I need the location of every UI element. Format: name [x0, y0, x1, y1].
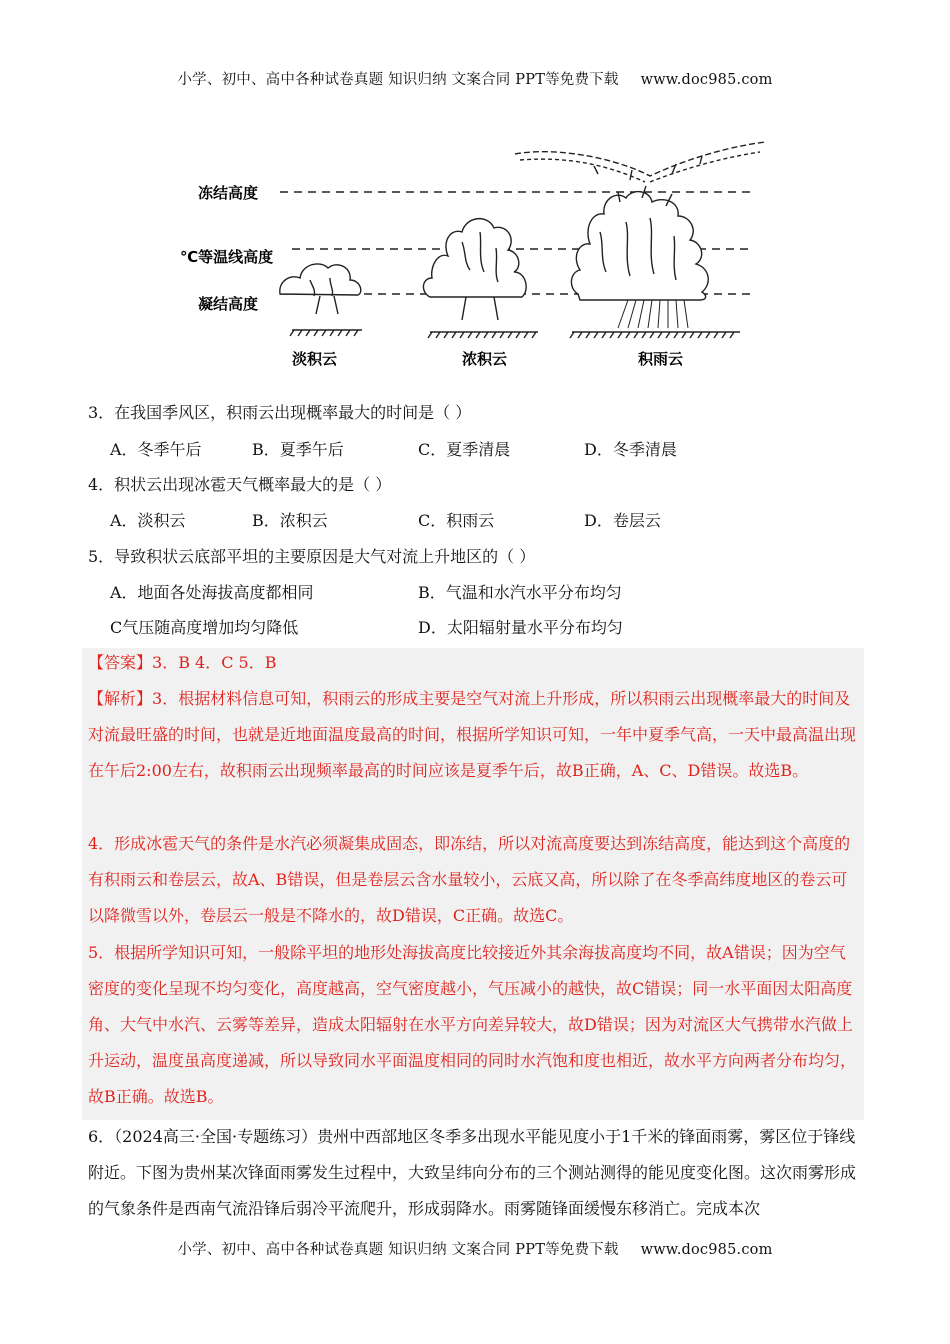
cumulonimbus — [515, 142, 765, 328]
ground-1 — [290, 330, 362, 336]
level-label-condensation: 凝结高度 — [198, 295, 259, 313]
cloud-label-cumulonimbus: 积雨云 — [638, 350, 684, 368]
q4-option-a: A．淡积云 — [110, 511, 186, 530]
cloud-diagram — [180, 132, 780, 382]
question-5-stem: 5．导致积状云底部平坦的主要原因是大气对流上升地区的（ ） — [88, 547, 536, 566]
page-footer — [0, 1238, 950, 1259]
q4-option-c: C．积雨云 — [418, 511, 495, 530]
answer-text: 3．B 4．C 5．B — [152, 653, 277, 672]
analysis-label: 【解析】 — [88, 689, 153, 708]
cumulus-congestus — [423, 219, 526, 320]
q5-option-c: C气压随高度增加均匀降低 — [110, 618, 299, 637]
ground-3 — [570, 332, 740, 338]
question-6-stem: 6．（2024高三·全国·专题练习）贵州中西部地区冬季多出现水平能见度小于1千米的锋面雨雾，雾区位于锋线附近。下图为贵州某次锋面雨雾发生过程中，大致呈纬向分布的三个测站测得的能见度变化图。这次雨雾形成的气象条件是西南气流沿锋后弱冷平流爬升，形成弱降水。雨雾随锋面缓慢东移消亡。完成本次 — [88, 1127, 857, 1218]
footer-text: 小学、初中、高中各种试卷真题 知识归纳 文案合同 PPT等免费下载 — [177, 1242, 619, 1258]
q5-option-a: A．地面各处海拔高度都相同 — [110, 583, 314, 602]
q4-option-b: B．浓积云 — [252, 511, 328, 530]
analysis-paragraph-4: 4．形成冰雹天气的条件是水汽必须凝集成固态，即冻结，所以对流高度要达到冻结高度，能达到这个高度的有积雨云和卷层云，故A、B错误，但是卷层云含水量较小，云底又高，所以除了在冬季高纬度地区的卷云可以降微雪以外，卷层云一般是不降水的，故D错误，C正确。故选C。 — [88, 834, 851, 925]
level-label-freeze: 冻结高度 — [198, 184, 259, 202]
cumulus-humilis — [280, 264, 361, 314]
analysis-paragraph-5: 5．根据所学知识可知，一般除平坦的地形处海拔高度比较接近外其余海拔高度均不同，故A错误；因为空气密度的变化呈现不均匀变化，高度越高，空气密度越小，气压减小的越快，故C错误；同一水平面因太阳高度角、大气中水汽、云雾等差异，造成太阳辐射在水平方向差异较大，故D错误；因为对流区大气携带水汽做上升运动，温度虽高度递减，所以导致同水平面温度相同的同时水汽饱和度也相近，故水平方向两者分布均匀，故B正确。故选B。 — [88, 943, 857, 1106]
q3-option-b: B．夏季午后 — [252, 440, 344, 459]
level-label-isotherm: ℃等温线高度 — [180, 248, 274, 266]
cloud-label-humilis: 淡积云 — [292, 350, 338, 368]
analysis-3-text: 3．根据材料信息可知，积雨云的形成主要是空气对流上升形成，所以积雨云出现概率最大的时间及对流最旺盛的时间，也就是近地面温度最高的时间，根据所学知识可知，一年中夏季气高，一天中最高温出现在午后2:00左右，故积雨云出现频率最高的时间应该是夏季午后，故B正确，A、C、D错误。故选B。 — [88, 689, 857, 780]
q3-option-c: C．夏季清晨 — [418, 440, 511, 459]
q4-option-d: D．卷层云 — [584, 511, 661, 530]
q5-option-d: D．太阳辐射量水平分布均匀 — [418, 618, 623, 637]
footer-site: www.doc985.com — [640, 1242, 773, 1258]
q5-option-b: B．气温和水汽水平分布均匀 — [418, 583, 622, 602]
q3-option-d: D．冬季清晨 — [584, 440, 677, 459]
header-text: 小学、初中、高中各种试卷真题 知识归纳 文案合同 PPT等免费下载 — [177, 72, 619, 88]
answer-line — [88, 645, 860, 681]
q3-option-a: A．冬季午后 — [110, 440, 202, 459]
question-3-stem: 3．在我国季风区，积雨云出现概率最大的时间是（ ） — [88, 403, 472, 422]
cloud-label-congestus: 浓积云 — [462, 350, 508, 368]
question-4-stem: 4．积状云出现冰雹天气概率最大的是（ ） — [88, 475, 392, 494]
ground-2 — [428, 332, 538, 338]
analysis-paragraph-3 — [88, 681, 860, 789]
page-header — [0, 68, 950, 89]
answer-label: 【答案】 — [88, 653, 153, 672]
header-site: www.doc985.com — [640, 72, 773, 88]
cloud-diagram-svg — [180, 132, 780, 382]
